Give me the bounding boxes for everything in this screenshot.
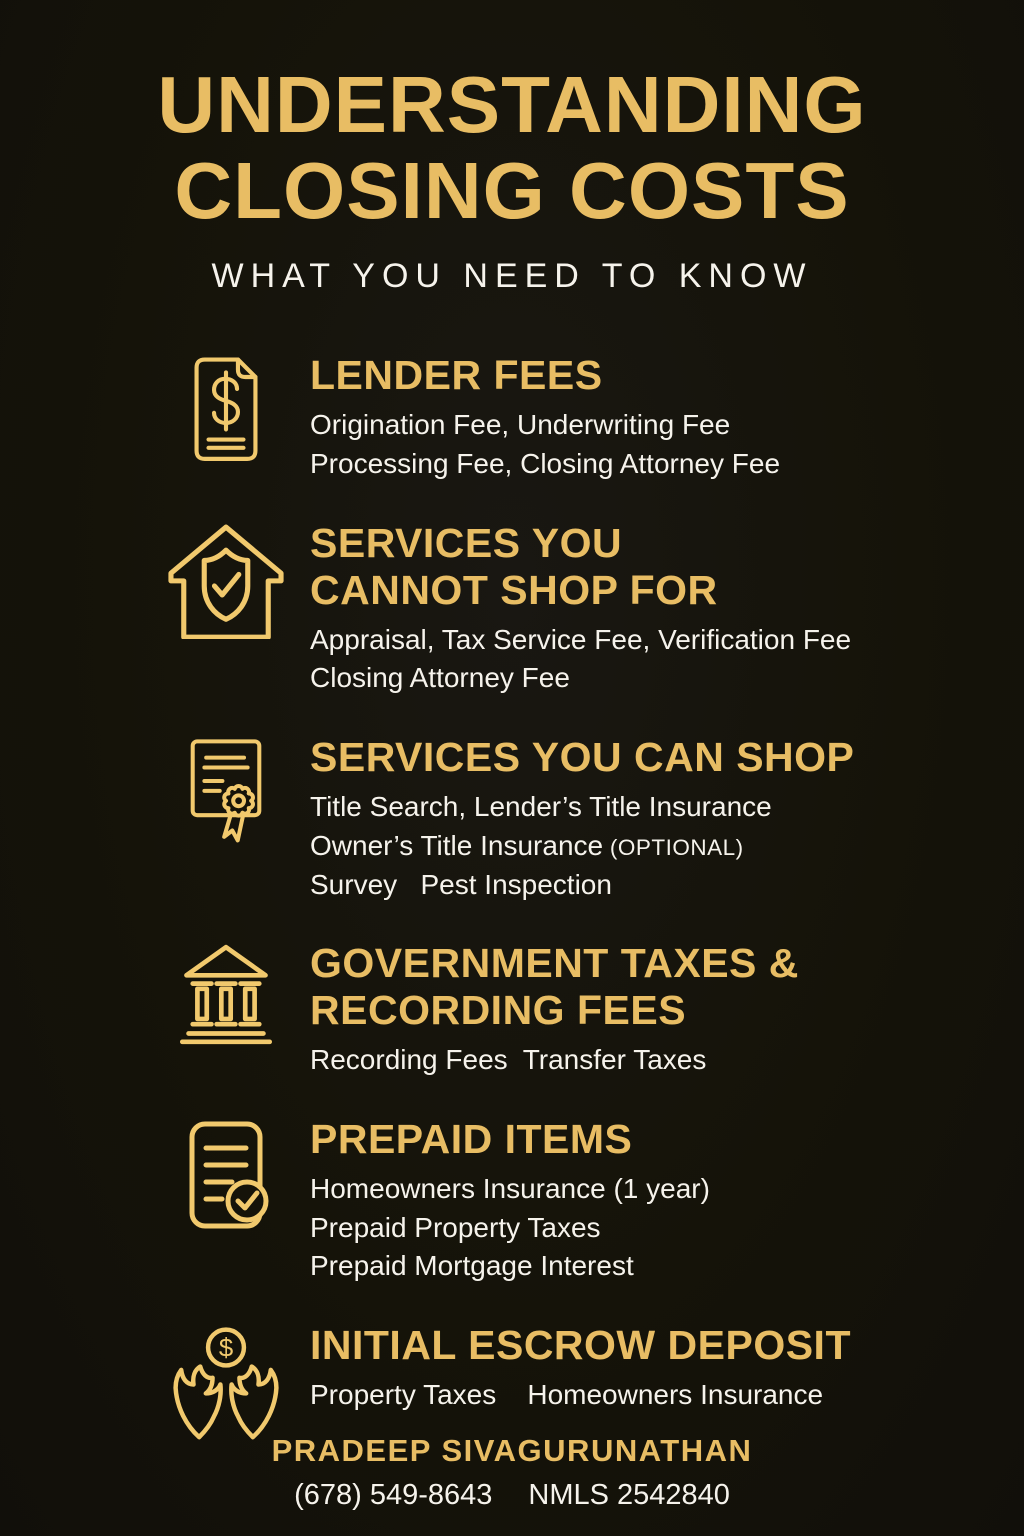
body-line-text: Homeowners Insurance (1 year) xyxy=(310,1173,710,1205)
agent-contact xyxy=(0,1479,1024,1512)
section-body-line xyxy=(310,866,854,905)
section-body-line xyxy=(310,827,854,866)
cost-section xyxy=(0,520,1024,699)
cost-section xyxy=(0,940,1024,1080)
section-heading xyxy=(310,940,799,1034)
body-line-text: Closing Attorney Fee xyxy=(310,662,570,694)
title-line-2: CLOSING COSTS xyxy=(174,145,850,235)
section-heading-line: CANNOT SHOP FOR xyxy=(310,566,718,613)
page-subtitle: WHAT YOU NEED TO KNOW xyxy=(211,257,813,296)
body-line-text: Property Taxes Homeowners Insurance xyxy=(310,1379,824,1411)
section-body-line xyxy=(310,659,851,698)
svg-text:$: $ xyxy=(218,1334,234,1363)
section-heading xyxy=(310,1116,710,1163)
section-body xyxy=(310,1170,710,1286)
section-body xyxy=(310,621,851,698)
section-body xyxy=(310,788,854,904)
hands-coin-icon xyxy=(170,1324,282,1443)
cost-section xyxy=(0,1322,1024,1443)
dollar-invoice-icon xyxy=(180,354,272,464)
agent-phone: (678) 549-8643 xyxy=(294,1479,493,1511)
section-heading-line: SERVICES YOU CAN SHOP xyxy=(310,734,855,781)
section-body-line xyxy=(310,788,854,827)
section-icon-cell xyxy=(150,520,302,640)
cost-section xyxy=(0,1116,1024,1286)
section-body-line xyxy=(310,621,851,660)
section-body xyxy=(310,1041,799,1080)
section-heading-line: LENDER FEES xyxy=(310,352,603,399)
section-text xyxy=(302,520,851,699)
section-body xyxy=(310,406,780,483)
section-text xyxy=(302,940,799,1080)
certificate-ribbon-icon xyxy=(181,736,271,849)
body-line-text: Origination Fee, Underwriting Fee xyxy=(310,409,731,441)
section-text xyxy=(302,734,854,904)
title-line-1: UNDERSTANDING xyxy=(157,60,867,149)
section-icon-cell xyxy=(150,1322,302,1443)
sections-list xyxy=(0,352,1024,1443)
section-body-line xyxy=(310,1170,710,1209)
agent-nmls: NMLS 2542840 xyxy=(528,1479,730,1511)
section-heading xyxy=(310,1322,851,1369)
section-text xyxy=(302,1322,851,1415)
section-heading xyxy=(310,734,854,781)
section-text xyxy=(302,352,780,483)
section-body-line xyxy=(310,1247,710,1286)
section-heading-line: PREPAID ITEMS xyxy=(310,1116,633,1163)
cost-section xyxy=(0,352,1024,483)
body-line-text: Survey Pest Inspection xyxy=(310,868,612,900)
section-icon-cell xyxy=(150,734,302,849)
section-heading-line: GOVERNMENT TAXES & xyxy=(310,940,799,987)
section-icon-cell xyxy=(150,940,302,1048)
section-heading-line: RECORDING FEES xyxy=(310,987,687,1034)
bank-columns-icon xyxy=(174,942,278,1048)
section-body xyxy=(310,1376,851,1415)
body-line-text: Processing Fee, Closing Attorney Fee xyxy=(310,447,781,479)
body-line-text: Owner’s Title Insurance xyxy=(310,829,604,861)
section-icon-cell xyxy=(150,1116,302,1232)
page-title xyxy=(0,62,1024,233)
section-icon-cell xyxy=(150,352,302,464)
body-line-text: Title Search, Lender’s Title Insurance xyxy=(310,791,772,823)
document-check-icon xyxy=(176,1118,276,1232)
section-heading xyxy=(310,520,851,614)
body-line-text: Recording Fees Transfer Taxes xyxy=(310,1044,707,1076)
section-body-line xyxy=(310,406,780,445)
poster-footer xyxy=(0,1433,1024,1512)
section-body-line xyxy=(310,445,780,484)
section-text xyxy=(302,1116,710,1286)
body-line-text: Prepaid Property Taxes xyxy=(310,1211,601,1243)
section-heading-line: SERVICES YOU xyxy=(310,519,623,566)
cost-section xyxy=(0,734,1024,904)
optional-note: (OPTIONAL) xyxy=(603,834,744,860)
poster-header xyxy=(0,0,1024,296)
section-body-line xyxy=(310,1041,799,1080)
body-line-text: Prepaid Mortgage Interest xyxy=(310,1250,634,1282)
house-shield-check-icon xyxy=(162,522,290,640)
agent-name: PRADEEP SIVAGURUNATHAN xyxy=(271,1433,753,1468)
section-body-line xyxy=(310,1376,851,1415)
section-heading-line: INITIAL ESCROW DEPOSIT xyxy=(310,1322,851,1369)
section-body-line xyxy=(310,1209,710,1248)
body-line-text: Appraisal, Tax Service Fee, Verification Fee xyxy=(310,623,852,655)
section-heading xyxy=(310,352,780,399)
